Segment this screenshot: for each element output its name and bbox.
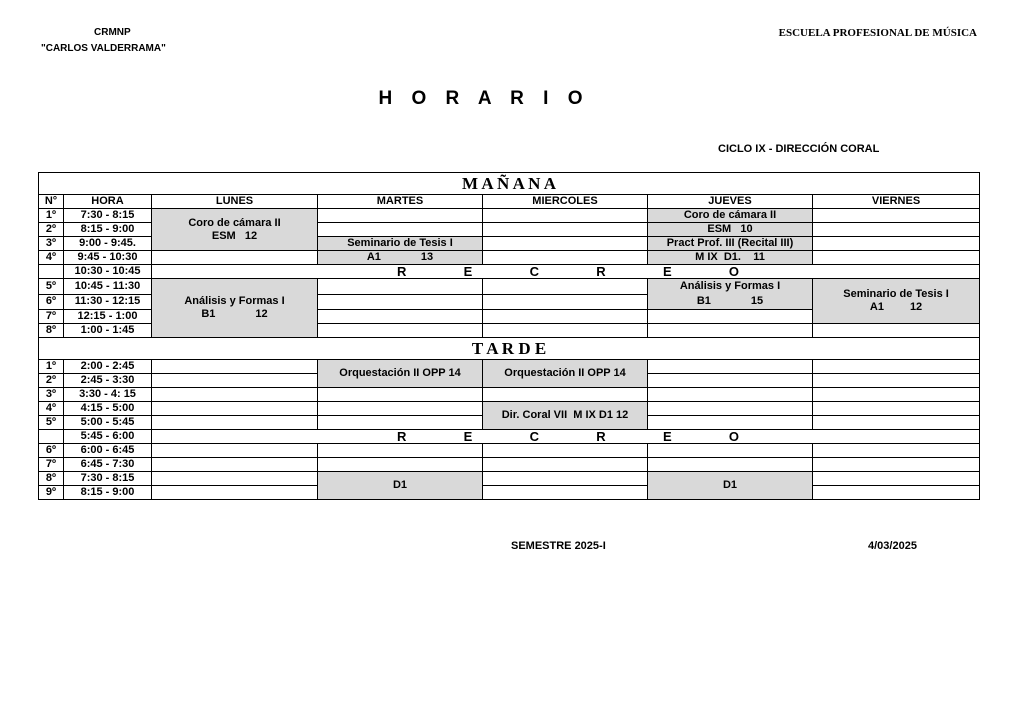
recreo-row: R E C R E O (152, 430, 980, 444)
org-name: CRMNP (94, 27, 131, 38)
time-slot: 10:45 - 11:30 (64, 279, 152, 295)
period-number: 8º (39, 472, 64, 486)
section-afternoon: T A R D E (39, 338, 980, 360)
time-slot: 2:45 - 3:30 (64, 374, 152, 388)
class-viernes-seminario: Seminario de Tesis I A1 12 (813, 279, 980, 324)
section-morning: M A Ñ A N A (39, 173, 980, 195)
period-number: 4º (39, 402, 64, 416)
time-slot: 8:15 - 9:00 (64, 486, 152, 500)
col-martes: MARTES (318, 195, 483, 209)
page-title: H O R A R I O (378, 88, 590, 109)
time-slot: 1:00 - 1:45 (64, 324, 152, 338)
class-lunes-analisis: Análisis y Formas I B1 12 (152, 279, 318, 338)
class-martes-orquestacion: Orquestación II OPP 14 (318, 360, 483, 388)
table-row (39, 360, 980, 374)
recreo-row: R E C R E O (152, 265, 980, 279)
semester-label: SEMESTRE 2025-I (511, 540, 606, 552)
period-number: 6º (39, 444, 64, 458)
class-lunes-coro: Coro de cámara II ESM 12 (152, 209, 318, 251)
class-miercoles-orquestacion: Orquestación II OPP 14 (483, 360, 648, 388)
period-number: 6º (39, 294, 64, 310)
table-row (39, 402, 980, 416)
table-row (39, 444, 980, 458)
period-number: 1º (39, 209, 64, 223)
table-row (39, 251, 980, 265)
time-slot: 9:45 - 10:30 (64, 251, 152, 265)
time-slot: 7:30 - 8:15 (64, 209, 152, 223)
class-jueves-d1: D1 (648, 472, 813, 500)
header-row (39, 195, 980, 209)
class-jueves-analisis: Análisis y Formas I B1 15 (648, 279, 813, 310)
time-slot: 6:45 - 7:30 (64, 458, 152, 472)
period-number: 3º (39, 237, 64, 251)
period-number: 5º (39, 279, 64, 295)
class-jueves-pract-detail: M IX D1. 11 (648, 251, 813, 265)
col-n: N° (39, 195, 64, 209)
col-lunes: LUNES (152, 195, 318, 209)
table-row (39, 430, 980, 444)
time-slot: 6:00 - 6:45 (64, 444, 152, 458)
period-number: 5º (39, 416, 64, 430)
class-martes-d1: D1 (318, 472, 483, 500)
period-number: 2º (39, 223, 64, 237)
time-slot: 8:15 - 9:00 (64, 223, 152, 237)
class-miercoles-dir-coral: Dir. Coral VII M IX D1 12 (483, 402, 648, 430)
school-name: ESCUELA PROFESIONAL DE MÚSICA (778, 27, 977, 39)
period-number: 2º (39, 374, 64, 388)
schedule-table (38, 172, 980, 500)
time-slot: 2:00 - 2:45 (64, 360, 152, 374)
class-jueves-coro-name: Coro de cámara II (648, 209, 813, 223)
period-number: 1º (39, 360, 64, 374)
col-hora: HORA (64, 195, 152, 209)
time-slot: 10:30 - 10:45 (64, 265, 152, 279)
col-jueves: JUEVES (648, 195, 813, 209)
period-number: 7º (39, 310, 64, 324)
col-viernes: VIERNES (813, 195, 980, 209)
class-jueves-coro-code: ESM 10 (648, 223, 813, 237)
table-row (39, 486, 980, 500)
table-row (39, 265, 980, 279)
period-number: 8º (39, 324, 64, 338)
time-slot: 5:00 - 5:45 (64, 416, 152, 430)
time-slot: 3:30 - 4: 15 (64, 388, 152, 402)
time-slot: 9:00 - 9:45. (64, 237, 152, 251)
cycle-label: CICLO IX - DIRECCIÓN CORAL (718, 143, 880, 155)
period-number: 4º (39, 251, 64, 265)
period-number: 9º (39, 486, 64, 500)
table-row (39, 279, 980, 295)
time-slot: 11:30 - 12:15 (64, 294, 152, 310)
time-slot: 5:45 - 6:00 (64, 430, 152, 444)
time-slot: 7:30 - 8:15 (64, 472, 152, 486)
period-number: 7º (39, 458, 64, 472)
class-martes-seminario-name: Seminario de Tesis I (318, 237, 483, 251)
org-subname: "CARLOS VALDERRAMA" (41, 43, 166, 54)
table-row (39, 472, 980, 486)
date-label: 4/03/2025 (868, 540, 917, 552)
table-row (39, 458, 980, 472)
class-martes-seminario-code: A1 13 (318, 251, 483, 265)
class-jueves-pract-name: Pract Prof. III (Recital III) (648, 237, 813, 251)
table-row (39, 209, 980, 223)
table-row (39, 388, 980, 402)
time-slot: 4:15 - 5:00 (64, 402, 152, 416)
period-number: 3º (39, 388, 64, 402)
time-slot: 12:15 - 1:00 (64, 310, 152, 324)
col-miercoles: MIERCOLES (483, 195, 648, 209)
